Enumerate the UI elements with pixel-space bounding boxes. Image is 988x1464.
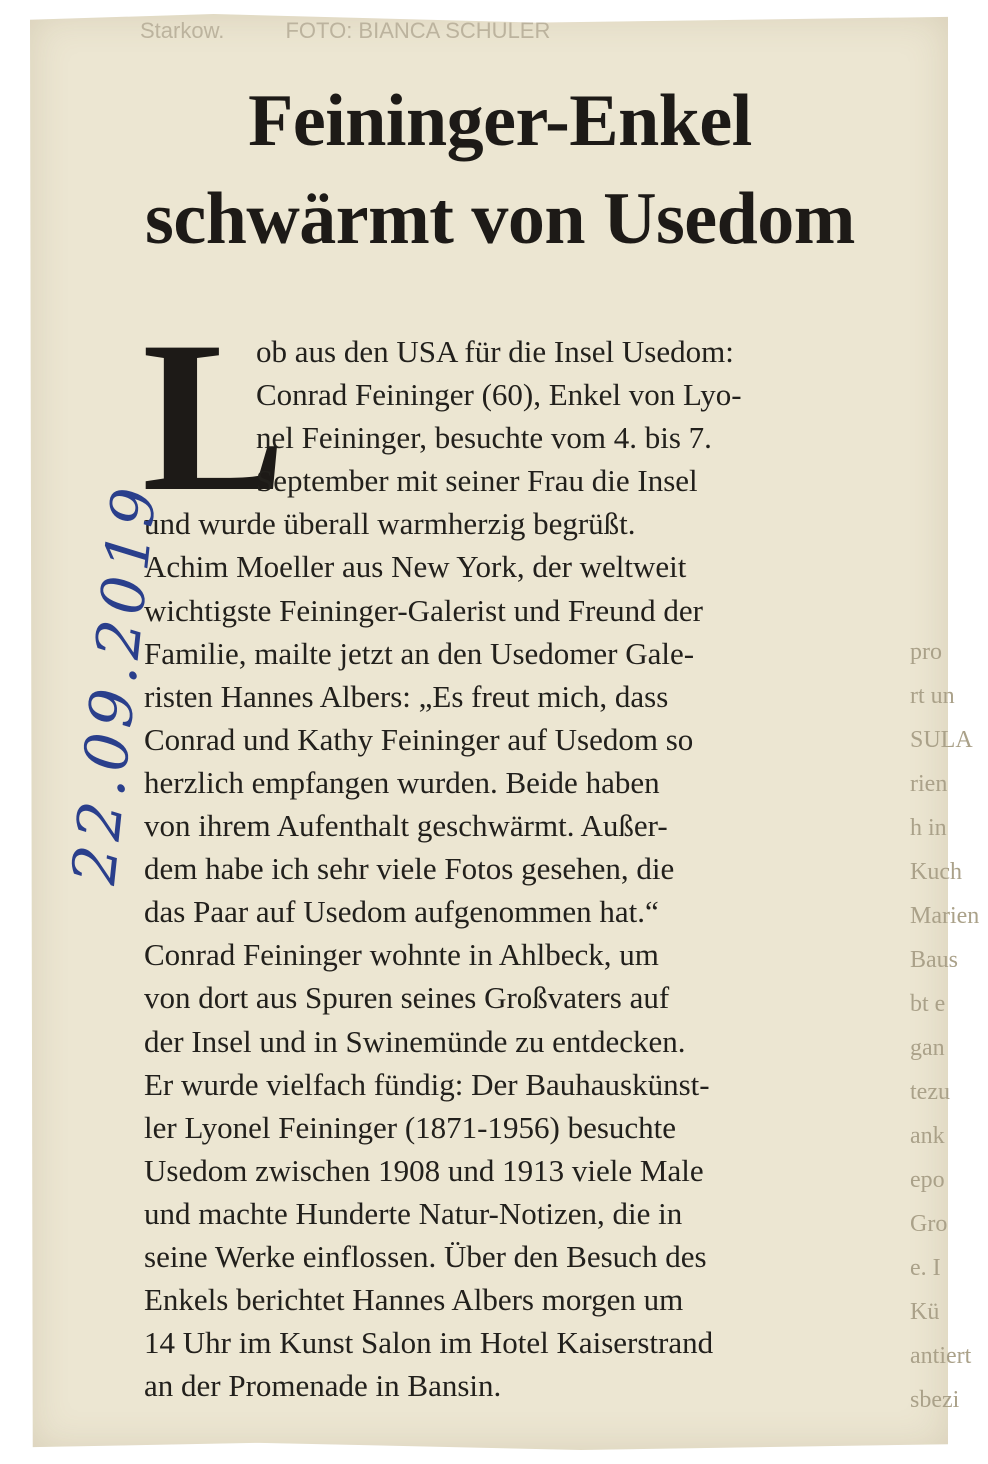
article-body (142, 297, 914, 1407)
bleed-through-fragment: e. I (910, 1255, 941, 1281)
article-line: und machte Hunderte Natur-Notizen, die in (144, 1195, 683, 1231)
article-line: ler Lyonel Feininger (1871-1956) besuchte (144, 1109, 677, 1145)
bleed-through-fragment: rt un (910, 683, 955, 709)
headline-line-2: schwärmt von Usedom (145, 178, 855, 260)
handwritten-date: 22.09.2019 (59, 478, 172, 888)
article-line: von dort aus Spuren seines Großvaters auf (144, 980, 670, 1016)
drop-cap: L (142, 297, 287, 536)
article-line: Familie, mailte jetzt an den Usedomer Gale- (144, 635, 695, 671)
article-line: dem habe ich sehr viele Fotos gesehen, die (144, 851, 675, 887)
article-line: Er wurde vielfach fündig: Der Bauhauskünst- (144, 1066, 710, 1102)
bleed-through-fragment: epo (910, 1167, 945, 1193)
headline (60, 72, 940, 268)
bleed-through-right (910, 630, 980, 1413)
bleed-through-fragment: Baus (910, 947, 958, 973)
bleed-through-fragment: sbezi (910, 1387, 960, 1413)
bleed-through-fragment: pro (910, 639, 942, 665)
article-line: Conrad Feininger wohnte in Ahlbeck, um (144, 937, 659, 973)
article-line: der Insel und in Swinemünde zu entdecken. (144, 1023, 686, 1059)
bleed-through-fragment: Marien (910, 903, 980, 929)
article-line: das Paar auf Usedom aufgenommen hat.“ (144, 894, 659, 930)
article-line: Enkels berichtet Hannes Albers morgen um (144, 1282, 684, 1318)
article-line: herzlich empfangen wurden. Beide haben (144, 764, 660, 800)
bleed-through-fragment: bt e (910, 991, 946, 1017)
article-line: Achim Moeller aus New York, der weltweit (144, 549, 687, 585)
article-line: und wurde überall warmherzig begrüßt. (144, 506, 636, 542)
article-line: nel Feininger, besuchte vom 4. bis 7. (256, 420, 712, 456)
article-line: ob aus den USA für die Insel Usedom: (256, 334, 734, 369)
bleed-through-fragment: rien (910, 771, 948, 797)
article-line: seine Werke einflossen. Über den Besuch des (144, 1238, 707, 1274)
article-line: risten Hannes Albers: „Es freut mich, dass (144, 678, 669, 714)
article-line: 14 Uhr im Kunst Salon im Hotel Kaiserstrand (144, 1325, 714, 1361)
article-line: Conrad und Kathy Feininger auf Usedom so (144, 721, 694, 757)
bleed-through-fragment: h in (910, 815, 947, 841)
bleed-through-fragment: tezu (910, 1079, 950, 1105)
article-line: von ihrem Aufenthalt geschwärmt. Außer- (144, 808, 668, 844)
article-line: Conrad Feininger (60), Enkel von Lyo- (256, 377, 742, 413)
article-line: wichtigste Feininger-Galerist und Freund der (144, 592, 703, 628)
headline-line-1: Feininger-Enkel (248, 80, 752, 162)
article-line: an der Promenade in Bansin. (144, 1368, 502, 1404)
article-line: Usedom zwischen 1908 und 1913 viele Male (144, 1152, 704, 1188)
bleed-through-fragment: Kü (910, 1299, 940, 1325)
bleed-through-fragment: Kuch (910, 859, 962, 885)
bleed-through-fragment: Gro (910, 1211, 948, 1237)
bleed-through-top: Starkow. FOTO: BIANCA SCHULER (140, 18, 551, 43)
bleed-through-fragment: ank (910, 1123, 945, 1149)
bleed-through-fragment: SULA (910, 727, 973, 753)
bleed-through-fragment: gan (910, 1035, 945, 1061)
bleed-through-fragment: antiert (910, 1343, 972, 1369)
article-line: September mit seiner Frau die Insel (256, 463, 698, 499)
